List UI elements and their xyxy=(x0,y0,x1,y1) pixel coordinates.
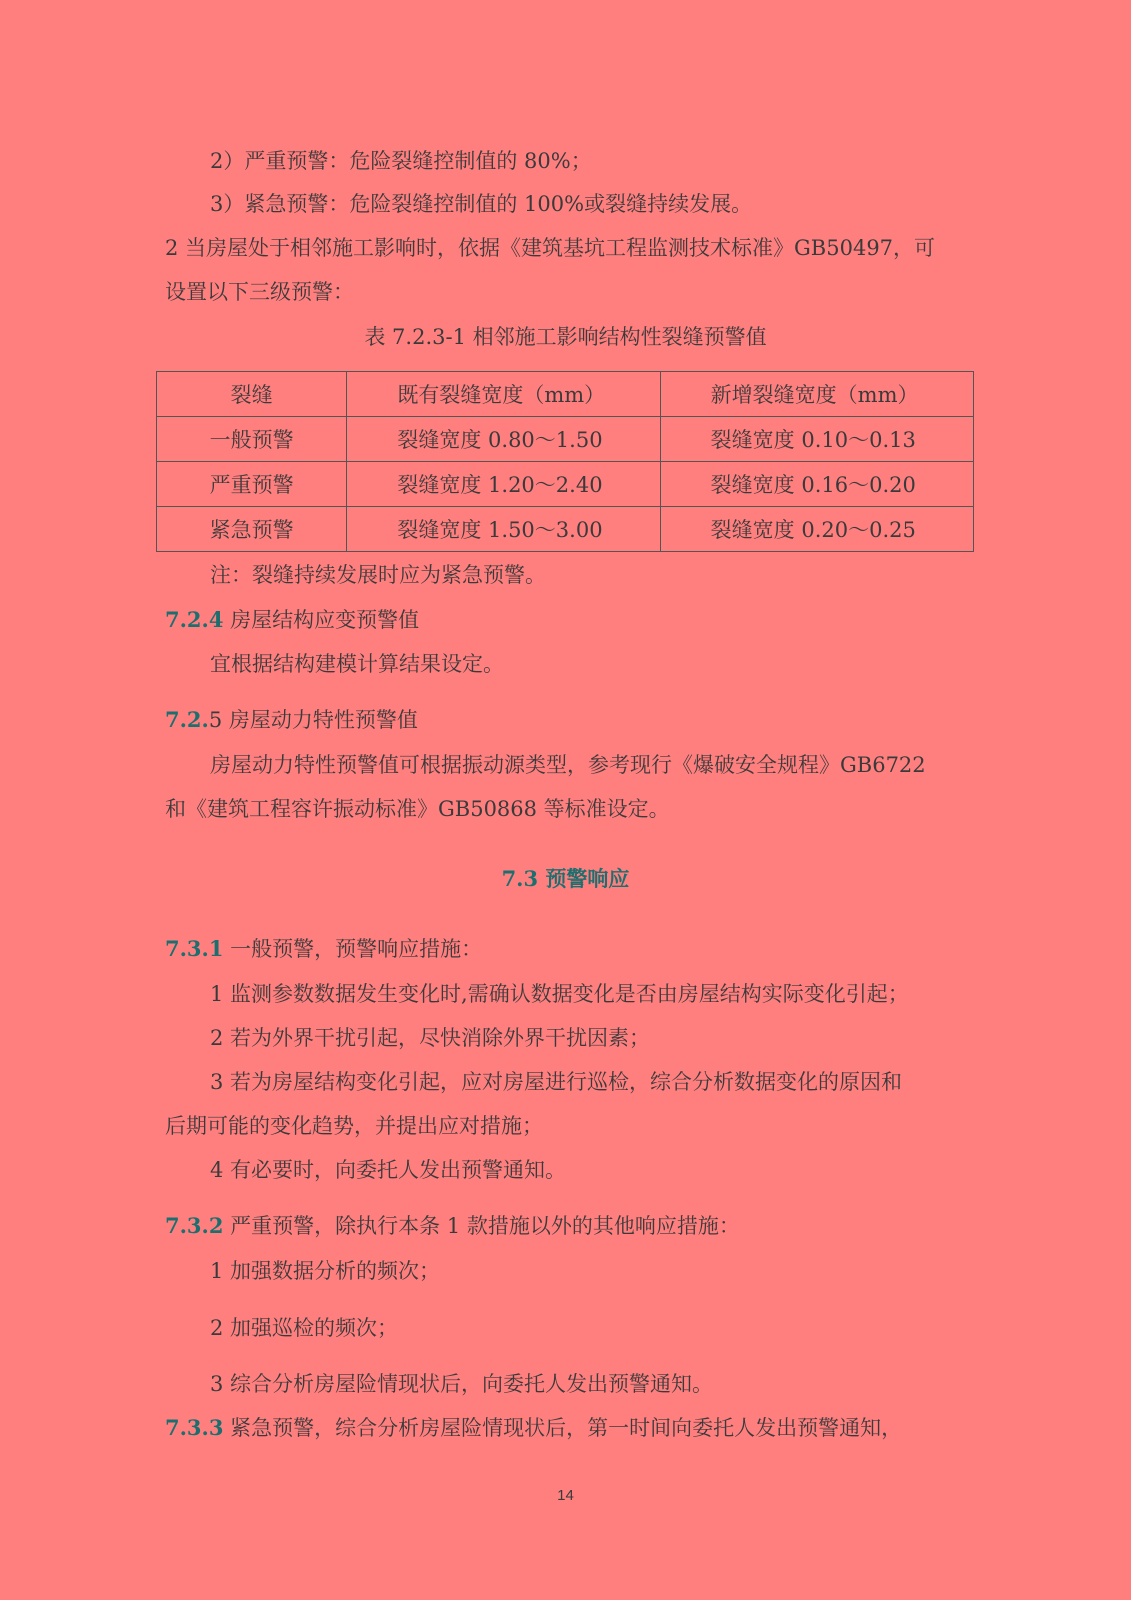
paragraph-line: 2）严重预警：危险裂缝控制值的 80%； xyxy=(210,149,592,173)
table-row xyxy=(157,462,974,507)
table-header-cell: 新增裂缝宽度（mm） xyxy=(660,372,973,417)
section-7-3-3-title xyxy=(165,1414,902,1442)
table-cell: 严重预警 xyxy=(157,462,347,507)
paragraph-line: 设置以下三级预警： xyxy=(165,280,354,304)
table-cell: 裂缝宽度 0.16～0.20 xyxy=(660,462,973,507)
section-heading-7-3: 7.3 预警响应 xyxy=(501,866,630,891)
table-header-cell: 既有裂缝宽度（mm） xyxy=(347,372,660,417)
table-header-cell: 裂缝 xyxy=(157,372,347,417)
table-cell: 裂缝宽度 0.80～1.50 xyxy=(347,417,660,462)
section-number: 7.3.2 xyxy=(165,1213,224,1238)
table-cell: 紧急预警 xyxy=(157,507,347,552)
table-cell: 裂缝宽度 0.20～0.25 xyxy=(660,507,973,552)
table-header-row xyxy=(157,372,974,417)
paragraph-line: 房屋动力特性预警值可根据振动源类型，参考现行《爆破安全规程》GB6722 xyxy=(210,753,926,777)
page-number: 14 xyxy=(557,1487,574,1504)
list-item: 3 综合分析房屋险情现状后，向委托人发出预警通知。 xyxy=(210,1372,714,1396)
table-caption: 表 7.2.3-1 相邻施工影响结构性裂缝预警值 xyxy=(364,325,767,349)
table-note: 注：裂缝持续发展时应为紧急预警。 xyxy=(210,563,546,587)
paragraph-line: 宜根据结构建模计算结果设定。 xyxy=(210,652,504,676)
section-number: 7.3.1 xyxy=(165,936,224,961)
list-item: 后期可能的变化趋势，并提出应对措施； xyxy=(165,1114,543,1138)
paragraph-line: 3）紧急预警：危险裂缝控制值的 100%或裂缝持续发展。 xyxy=(210,192,753,216)
table-cell: 一般预警 xyxy=(157,417,347,462)
table-row xyxy=(157,417,974,462)
table-cell: 裂缝宽度 1.20～2.40 xyxy=(347,462,660,507)
list-item: 4 有必要时，向委托人发出预警通知。 xyxy=(210,1158,567,1182)
section-7-3-2-title xyxy=(165,1212,740,1240)
section-title: 严重预警，除执行本条 1 款措施以外的其他响应措施： xyxy=(223,1214,740,1238)
table-cell: 裂缝宽度 0.10～0.13 xyxy=(660,417,973,462)
paragraph-line: 和《建筑工程容许振动标准》GB50868 等标准设定。 xyxy=(165,797,670,821)
section-7-2-4-title xyxy=(165,606,419,634)
section-number: 7.2. xyxy=(165,707,209,732)
warning-table xyxy=(156,371,974,552)
section-7-3-1-title xyxy=(165,935,482,963)
section-number: 7.3.3 xyxy=(165,1415,224,1440)
section-7-2-5-title xyxy=(165,706,418,734)
paragraph-line: 2 当房屋处于相邻施工影响时，依据《建筑基坑工程监测技术标准》GB50497，可 xyxy=(165,236,936,260)
table-cell: 裂缝宽度 1.50～3.00 xyxy=(347,507,660,552)
section-title: 5 房屋动力特性预警值 xyxy=(208,708,418,732)
list-item: 1 加强数据分析的频次； xyxy=(210,1259,441,1283)
list-item: 2 若为外界干扰引起，尽快消除外界干扰因素； xyxy=(210,1026,651,1050)
list-item: 3 若为房屋结构变化引起，应对房屋进行巡检，综合分析数据变化的原因和 xyxy=(210,1070,903,1094)
list-item: 1 监测参数数据发生变化时,需确认数据变化是否由房屋结构实际变化引起； xyxy=(210,982,909,1006)
section-title: 一般预警，预警响应措施： xyxy=(223,937,483,961)
list-item: 2 加强巡检的频次； xyxy=(210,1316,399,1340)
section-number: 7.2.4 xyxy=(165,607,224,632)
section-title: 房屋结构应变预警值 xyxy=(223,608,420,632)
table-row xyxy=(157,507,974,552)
section-title: 紧急预警，综合分析房屋险情现状后，第一时间向委托人发出预警通知， xyxy=(223,1416,903,1440)
